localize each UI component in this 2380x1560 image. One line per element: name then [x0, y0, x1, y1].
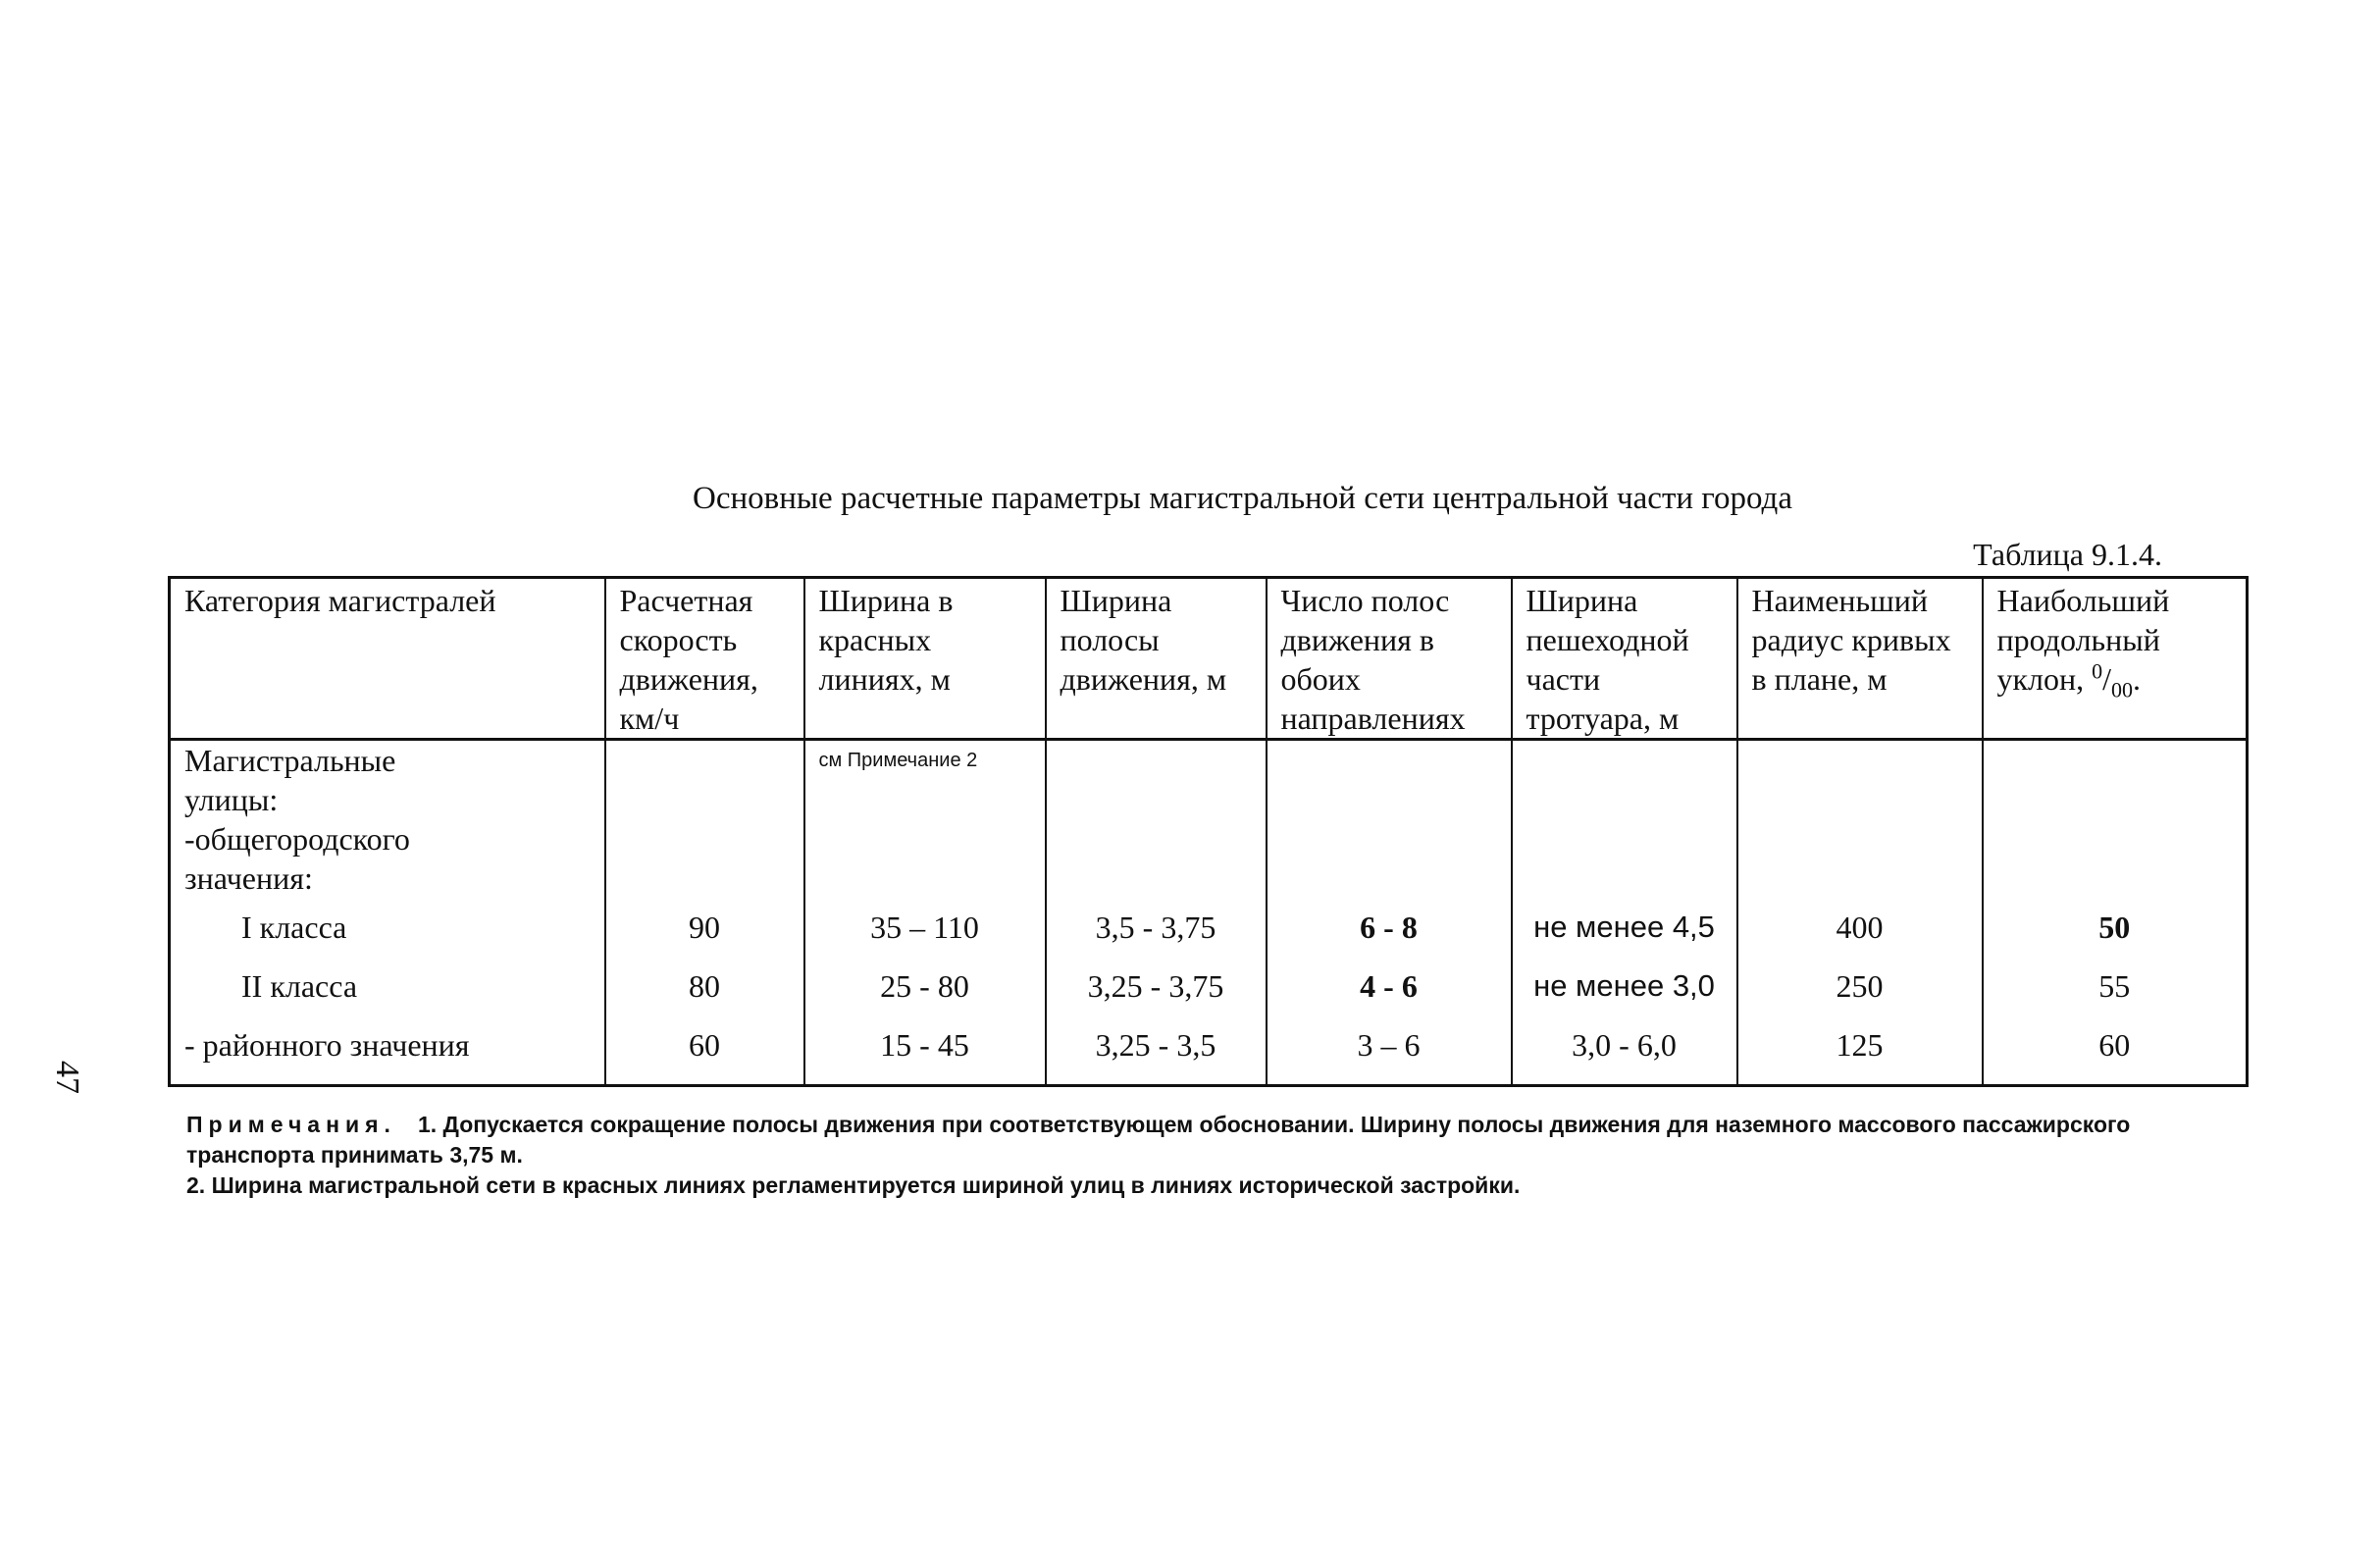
cell-speed: 60	[605, 1015, 804, 1086]
cell-sidewalk-width: не менее 3,0	[1512, 957, 1737, 1015]
header-category: Категория магистралей	[170, 578, 605, 740]
cell-lane-count: 6 - 8	[1267, 898, 1512, 957]
row-category: I класса	[170, 898, 605, 957]
note-reference: см Примечание 2	[804, 740, 1046, 899]
table-row-class-1	[170, 898, 2248, 957]
category-intro-cell	[170, 740, 605, 899]
empty-cell	[605, 740, 804, 899]
permille-symbol: $^0/_{00}$.	[2092, 658, 2142, 702]
header-max-grade	[1983, 578, 2248, 740]
cell-speed: 80	[605, 957, 804, 1015]
parameters-table	[168, 576, 2249, 1087]
notes-heading: Примечания.	[186, 1112, 396, 1137]
cell-curve-radius: 400	[1737, 898, 1983, 957]
category-intro-line: Магистральные	[184, 743, 396, 778]
note-1	[186, 1110, 2227, 1170]
cell-red-line-width: 35 – 110	[804, 898, 1046, 957]
cell-speed: 90	[605, 898, 804, 957]
header-red-line-width: Ширина в красных линиях, м	[804, 578, 1046, 740]
header-max-grade-text: Наибольший продольный уклон,	[1996, 583, 2170, 697]
cell-max-grade: 55	[1983, 957, 2248, 1015]
table-title: Основные расчетные параметры магистральной сети центральной части города	[693, 481, 1792, 516]
header-lane-width: Ширина полосы движения, м	[1046, 578, 1267, 740]
row-category: II класса	[170, 957, 605, 1015]
page-number: 47	[49, 1061, 85, 1094]
cell-lane-width: 3,5 - 3,75	[1046, 898, 1267, 957]
cell-curve-radius: 250	[1737, 957, 1983, 1015]
cell-red-line-width: 15 - 45	[804, 1015, 1046, 1086]
cell-lane-width: 3,25 - 3,75	[1046, 957, 1267, 1015]
header-design-speed: Расчетная скорость движения, км/ч	[605, 578, 804, 740]
cell-lane-width: 3,25 - 3,5	[1046, 1015, 1267, 1086]
cell-red-line-width: 25 - 80	[804, 957, 1046, 1015]
header-lane-count: Число полос движения в обоих направлениях	[1267, 578, 1512, 740]
category-intro-line: улицы:	[184, 782, 279, 817]
table-row-district	[170, 1015, 2248, 1086]
table-row-class-2	[170, 957, 2248, 1015]
table-number-label: Таблица 9.1.4.	[1973, 537, 2162, 572]
empty-cell	[1512, 740, 1737, 899]
empty-cell	[1737, 740, 1983, 899]
cell-max-grade: 50	[1983, 898, 2248, 957]
table-notes	[186, 1110, 2227, 1201]
note-2: 2. Ширина магистральной сети в красных линиях регламентируется шириной улиц в линиях исторической застройки.	[186, 1172, 1521, 1198]
row-category: - районного значения	[170, 1015, 605, 1086]
header-sidewalk-width: Ширина пешеходной части тротуара, м	[1512, 578, 1737, 740]
cell-sidewalk-width: 3,0 - 6,0	[1512, 1015, 1737, 1086]
note-1-text: 1. Допускается сокращение полосы движения при соответствующем обосновании. Ширину полосы движения для наземного массового пассажирского транспорта принимать 3,75 м.	[186, 1112, 2131, 1168]
category-intro-line: значения:	[184, 860, 313, 896]
empty-cell	[1046, 740, 1267, 899]
category-intro-line: -общегородского	[184, 821, 410, 857]
category-intro-row	[170, 740, 2248, 899]
cell-sidewalk-width: не менее 4,5	[1512, 898, 1737, 957]
cell-curve-radius: 125	[1737, 1015, 1983, 1086]
cell-max-grade: 60	[1983, 1015, 2248, 1086]
cell-lane-count: 4 - 6	[1267, 957, 1512, 1015]
cell-lane-count: 3 – 6	[1267, 1015, 1512, 1086]
empty-cell	[1983, 740, 2248, 899]
empty-cell	[1267, 740, 1512, 899]
header-min-curve-radius: Наименьший радиус кривых в плане, м	[1737, 578, 1983, 740]
table-header-row	[170, 578, 2248, 740]
